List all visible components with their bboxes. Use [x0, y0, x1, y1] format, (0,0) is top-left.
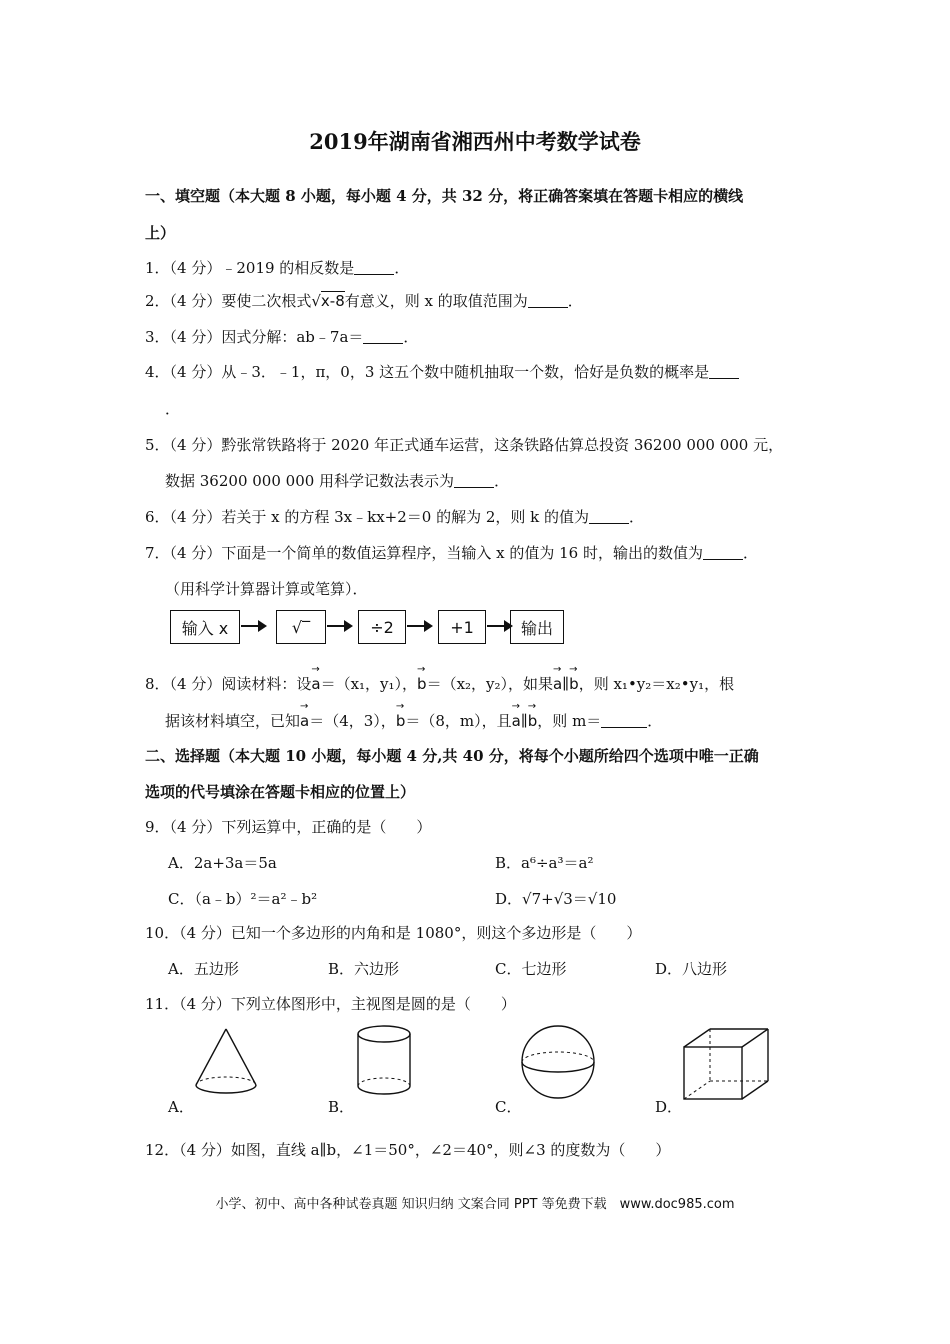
question-4-end: ． [165, 400, 181, 418]
cone-figure [190, 1025, 262, 1097]
q10-option-a: A．五边形 [168, 960, 239, 978]
q10-option-d: D．八边形 [655, 960, 728, 978]
answer-blank [354, 260, 394, 275]
question-8-text: ＝（x₂，y₂），如果 [426, 675, 554, 693]
question-7-line2: （用科学计算器计算或笔算）． [165, 580, 368, 598]
question-3-text: 3．（4 分）因式分解：ab﹣7a＝ [145, 328, 364, 346]
question-5-line1: 5．（4 分）黔张常铁路将于 2020 年正式通车运营，这条铁路估算总投资 36200 000 000 元， [145, 436, 784, 454]
page-footer: 小学、初中、高中各种试卷真题 知识归纳 文案合同 PPT 等免费下载 www.doc985.com [215, 1197, 735, 1212]
question-8-text: ＝（4，3）， [309, 712, 396, 730]
question-8-line1 [145, 673, 734, 694]
question-7-line1: 7．（4 分）下面是一个简单的数值运算程序，当输入 x 的值为 16 时，输出的数值为 ． [145, 544, 758, 562]
vector-b: → b [528, 712, 538, 730]
question-2-text-b: 有意义，则 x 的取值范围为 [344, 292, 528, 310]
question-6: 6．（4 分）若关于 x 的方程 3x﹣kx+2＝0 的解为 2，则 k 的值为 ． [145, 508, 645, 526]
question-12: 12．（4 分）如图，直线 a∥b，∠1＝50°，∠2＝40°，则∠3 的度数为（ ） [145, 1141, 671, 1159]
page-title: 2019年湖南省湘西州中考数学试卷 [309, 129, 641, 154]
section2-heading-line2: 选项的代号填涂在答题卡相应的位置上） [145, 783, 416, 801]
flow-box-output: 输出 [510, 610, 564, 644]
q10-option-c: C．七边形 [495, 960, 567, 978]
parallel-symbol: ∥ [520, 712, 528, 730]
radicand: x-8 [320, 292, 345, 310]
question-9: 9．（4 分）下列运算中，正确的是（ ） [145, 818, 432, 836]
vector-b: → b [417, 675, 427, 693]
section2-heading-line1: 二、选择题（本大题 10 小题，每小题 4 分,共 40 分，将每个小题所给四个选项中唯一正确 [145, 747, 759, 765]
question-8-line2: 据该材料填空，已知→ a＝（4，3），→ b＝（8，m），且→ a∥→ b，则 m＝ ． [165, 710, 662, 731]
q11-option-c: C． [495, 1098, 522, 1116]
vector-a: → a [311, 675, 320, 693]
section1-heading-line2: 上） [145, 224, 176, 242]
answer-blank [709, 364, 739, 379]
answer-blank [589, 509, 629, 524]
flow-box-sqrt: √‾ [276, 610, 326, 644]
parallel-symbol: ∥ [562, 675, 570, 693]
vector-a: → a [512, 712, 521, 730]
section1-heading-line1: 一、填空题（本大题 8 小题，每小题 4 分，共 32 分，将正确答案填在答题卡相应的横线 [145, 187, 744, 205]
q11-option-d: D． [655, 1098, 683, 1116]
arrow-right-icon [407, 625, 431, 627]
q10-option-b: B．六边形 [328, 960, 400, 978]
question-7-text: 7．（4 分）下面是一个简单的数值运算程序，当输入 x 的值为 16 时，输出的数值为 [145, 544, 703, 562]
question-8-text: 8．（4 分）阅读材料：设 [145, 675, 312, 693]
question-2-text-a: 2．（4 分）要使二次根式 [145, 292, 312, 310]
q9-option-b: B．a⁶÷a³＝a² [495, 854, 594, 872]
question-8-text: ，则 m＝ [537, 712, 602, 730]
question-8-text: ，则 x₁•y₂＝x₂•y₁，根 [578, 675, 735, 693]
vector-b: → b [396, 712, 406, 730]
answer-blank [601, 713, 647, 728]
answer-blank [363, 329, 403, 344]
question-5-text: 数据 36200 000 000 用科学记数法表示为 [165, 472, 455, 490]
sphere-figure [518, 1022, 598, 1102]
question-8-text: ＝（x₁，y₁）， [320, 675, 418, 693]
flow-box-divide: ÷2 [358, 610, 406, 644]
question-11: 11．（4 分）下列立体图形中，主视图是圆的是（ ） [145, 995, 516, 1013]
q9-option-d: D．√7+√3＝√10 [495, 890, 617, 908]
cylinder-figure [352, 1022, 416, 1100]
question-1-text: 1．（4 分）﹣2019 的相反数是 [145, 259, 355, 277]
flow-box-plus-one: +1 [438, 610, 486, 644]
question-3: 3．（4 分）因式分解：ab﹣7a＝ ． [145, 328, 419, 346]
q11-option-a: A． [168, 1098, 194, 1116]
cube-figure [680, 1025, 772, 1103]
q9-option-c: C．（a﹣b）²＝a²﹣b² [168, 890, 318, 908]
arrow-right-icon [487, 625, 511, 627]
question-5-line2: 数据 36200 000 000 用科学记数法表示为 ． [165, 472, 510, 490]
answer-blank [528, 293, 568, 308]
q9-option-a: A．2a+3a＝5a [168, 854, 277, 872]
question-4-text: 4．（4 分）从﹣3．﹣1，π，0，3 这五个数中随机抽取一个数，恰好是负数的概率是 [145, 363, 710, 381]
vector-b: → b [569, 675, 579, 693]
arrow-right-icon [241, 625, 265, 627]
flow-box-input: 输入 x [170, 610, 240, 644]
arrow-right-icon [327, 625, 351, 627]
question-10: 10．（4 分）已知一个多边形的内角和是 1080°，则这个多边形是（ ） [145, 924, 642, 942]
vector-a: → a [553, 675, 562, 693]
q11-option-b: B． [328, 1098, 355, 1116]
question-8-text: ＝（8，m），且 [405, 712, 512, 730]
question-1: 1．（4 分）﹣2019 的相反数是 ． [145, 259, 410, 277]
question-8-text: 据该材料填空，已知 [165, 712, 301, 730]
question-2: 2．（4 分）要使二次根式√x-8有意义，则 x 的取值范围为 ． [145, 292, 583, 310]
radical-sign-icon: √ [311, 292, 321, 310]
vector-a: → a [300, 712, 309, 730]
question-4 [145, 361, 739, 382]
question-6-text: 6．（4 分）若关于 x 的方程 3x﹣kx+2＝0 的解为 2，则 k 的值为 [145, 508, 590, 526]
answer-blank [454, 473, 494, 488]
answer-blank [703, 545, 743, 560]
